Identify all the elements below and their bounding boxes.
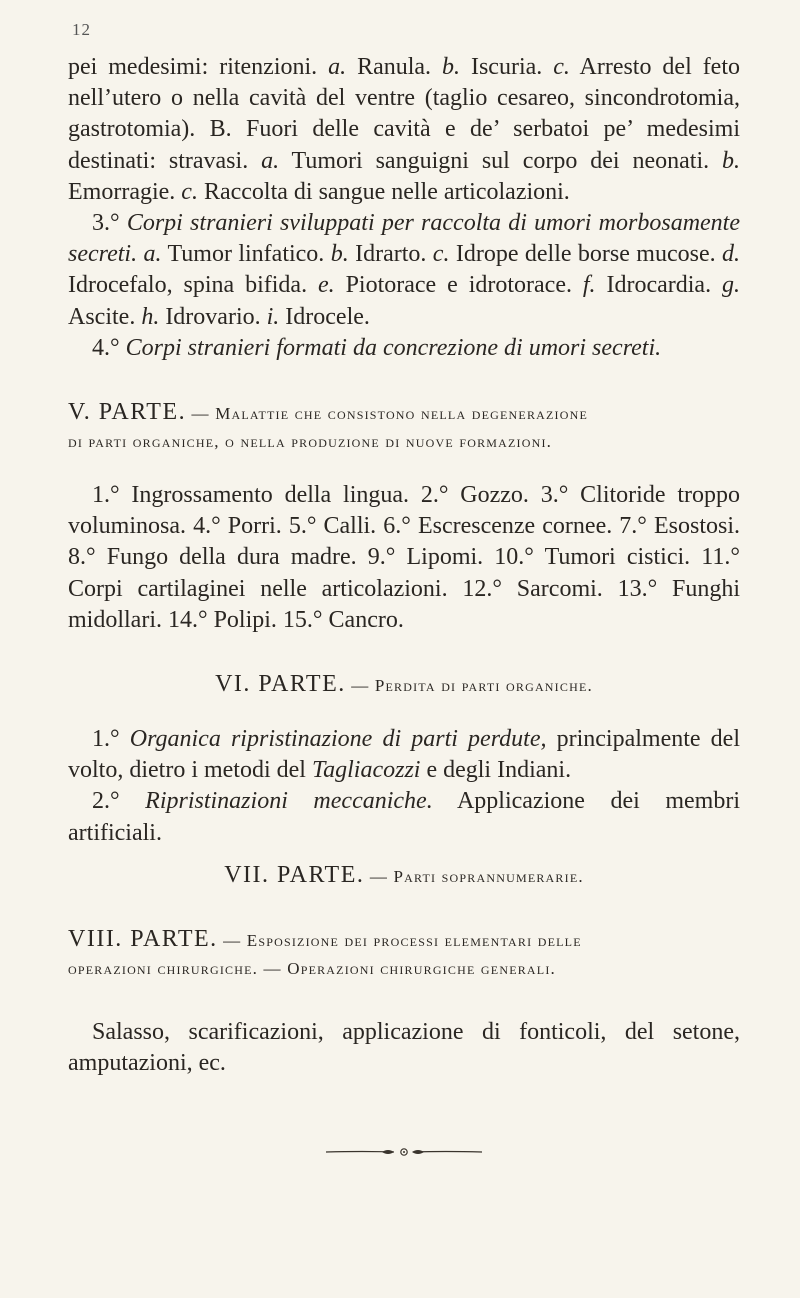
paragraph-v-list: 1.° Ingrossamento della lingua. 2.° Gozzo. 3.° Clitoride troppo voluminosa. 4.° Porri. 5.° Calli. 6.° Escrescenze cornee. 7.° Esostosi. 8.° Fungo della dura madre. 9.° Lipomi. 10.° Tumori cistici. 11.° Corpi cartilaginei nelle articolazioni. 12.° Sarcomi. 13.° Funghi midollari. 14.° Polipi. 15.° Cancro. [68,482,740,633]
paragraph-item-4: 4.° Corpi stranieri formati da concrezione di umori secreti. [92,334,662,361]
section-heading-vi: VI. PARTE. — Perdita di parti organiche. [215,671,593,698]
paragraph-vi-1: 1.° Organica ripristinazione di parti perdute, principalmente del volto, dietro i metodi del Tagliacozzi e degli Indiani. [68,726,741,784]
ornamental-divider-icon [324,1147,484,1157]
paragraph-vi-2: 2.° Ripristinazioni meccaniche. Applicazione dei membri artificiali. [68,788,740,846]
section-heading-viii-line2: operazioni chirurgiche. — Operazioni chirurgiche generali. [68,958,556,978]
text-body [68,52,740,1157]
section-heading-vii: VII. PARTE. — Parti soprannumerarie. [224,861,584,888]
paragraph-viii: Salasso, scarificazioni, applicazione di fonticoli, del setone, amputazioni, ec. [68,1018,740,1077]
section-heading-v: V. PARTE. — Malattie che consistono nella degenerazione [68,399,589,426]
paragraph-item-3: 3.° Corpi stranieri sviluppati per raccolta di umori morbosamente secreti. a. Tumor linfatico. b. Idrarto. c. Idrope delle borse mucose. d. Idrocefalo, spina bifida. e. Piotorace e idrotorace. f. Idrocardia. g. Ascite. h. Idrovario. i. Idrocele. [68,210,741,330]
page-number: 12 [72,20,91,39]
section-heading-viii: VIII. PARTE. — Esposizione dei processi elementari delle [68,925,582,952]
paragraph-continuation: pei medesimi: ritenzioni. a. Ranula. b. Iscuria. c. Arresto del feto nell’utero o nella cavità del ventre (taglio cesareo, sincondrotomia, gastrotomia). B. Fuori delle cavità e de’ serbatoi pe’ medesimi destinati: stravasi. a. Tumori sanguigni sul corpo dei neonati. b. Emorragie. c. Raccolta di sangue nelle articolazioni. [68,54,741,205]
section-heading-v-line2: di parti organiche, o nella produzione di nuove formazioni. [68,432,553,452]
